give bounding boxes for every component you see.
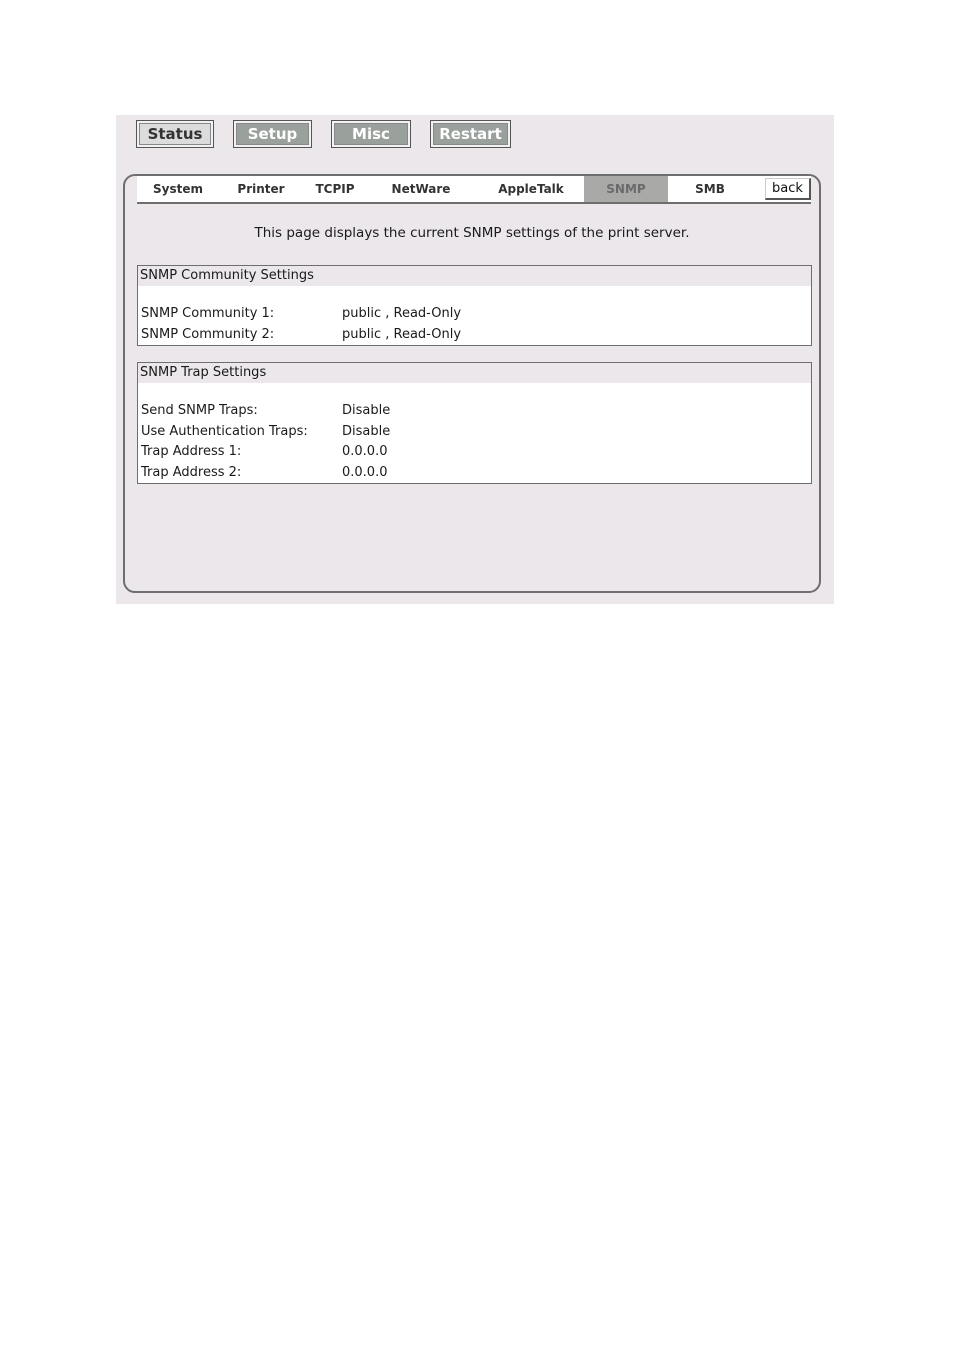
- status-panel: [123, 174, 821, 593]
- settings-row: [138, 442, 811, 463]
- page-description: This page displays the current SNMP settings of the print server.: [254, 225, 690, 241]
- setting-value: Disable: [342, 423, 391, 439]
- setting-label: Send SNMP Traps:: [141, 403, 258, 418]
- setting-value: Disable: [342, 403, 391, 418]
- tab-tcpip[interactable]: TCPIP: [315, 182, 355, 196]
- section-title: SNMP Community Settings: [138, 266, 811, 286]
- settings-row: [138, 304, 811, 325]
- print-server-window: [116, 115, 834, 604]
- setting-label: Use Authentication Traps:: [141, 423, 308, 439]
- settings-row: [138, 401, 811, 422]
- setting-value: 0.0.0.0: [342, 444, 388, 459]
- settings-row: [138, 325, 811, 346]
- snmp-trap-section: [137, 362, 812, 484]
- snmp-community-section: [137, 265, 812, 346]
- tab-bar: [137, 176, 811, 204]
- settings-row: [138, 463, 811, 484]
- restart-button[interactable]: Restart: [430, 120, 511, 148]
- tab-netware[interactable]: NetWare: [391, 182, 451, 196]
- setting-label: Trap Address 1:: [141, 444, 242, 459]
- misc-button[interactable]: Misc: [331, 120, 411, 148]
- setting-value: 0.0.0.0: [342, 464, 388, 480]
- back-button[interactable]: back: [765, 178, 811, 200]
- setting-label: SNMP Community 1:: [141, 306, 275, 321]
- tab-printer[interactable]: Printer: [237, 182, 285, 196]
- status-button[interactable]: Status: [136, 120, 214, 148]
- tab-snmp[interactable]: SNMP: [584, 176, 668, 202]
- setting-label: SNMP Community 2:: [141, 326, 275, 342]
- tab-appletalk[interactable]: AppleTalk: [498, 182, 564, 196]
- tab-smb[interactable]: SMB: [695, 182, 725, 196]
- setting-value: public , Read-Only: [342, 326, 462, 342]
- setting-value: public , Read-Only: [342, 306, 462, 321]
- setting-label: Trap Address 2:: [141, 464, 242, 480]
- settings-row: [138, 422, 811, 443]
- setup-button[interactable]: Setup: [233, 120, 312, 148]
- section-title: SNMP Trap Settings: [138, 363, 811, 383]
- tab-system[interactable]: System: [153, 182, 203, 196]
